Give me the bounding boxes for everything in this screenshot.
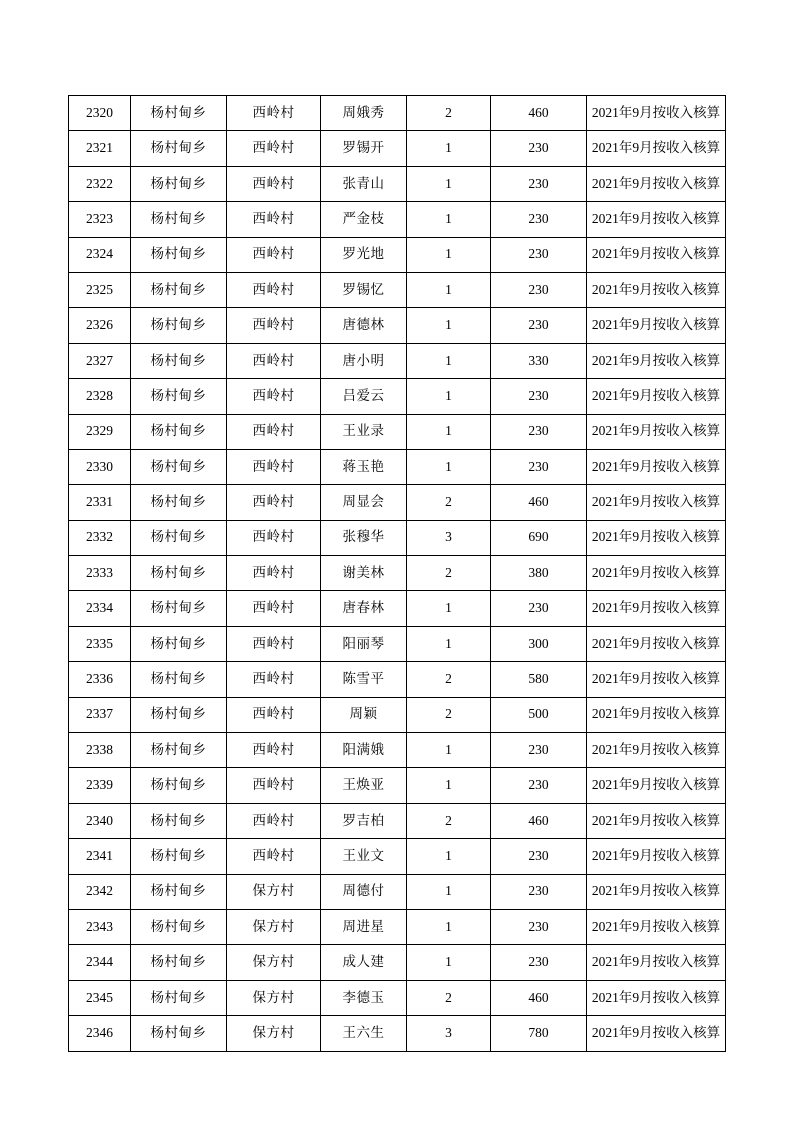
cell-count: 1 (407, 733, 491, 768)
cell-amount: 230 (491, 272, 587, 307)
cell-count: 1 (407, 874, 491, 909)
cell-note: 2021年9月按收入核算 (587, 662, 726, 697)
table-row (69, 485, 726, 520)
table-row (69, 449, 726, 484)
cell-village: 西岭村 (227, 768, 321, 803)
table-row (69, 626, 726, 661)
cell-note: 2021年9月按收入核算 (587, 945, 726, 980)
cell-town: 杨村甸乡 (131, 166, 227, 201)
cell-town: 杨村甸乡 (131, 980, 227, 1015)
cell-town: 杨村甸乡 (131, 343, 227, 378)
cell-amount: 230 (491, 945, 587, 980)
cell-amount: 780 (491, 1016, 587, 1051)
cell-amount: 230 (491, 379, 587, 414)
cell-town: 杨村甸乡 (131, 308, 227, 343)
cell-amount: 300 (491, 626, 587, 661)
cell-serial: 2346 (69, 1016, 131, 1051)
cell-amount: 380 (491, 556, 587, 591)
cell-serial: 2338 (69, 733, 131, 768)
cell-serial: 2342 (69, 874, 131, 909)
cell-count: 2 (407, 697, 491, 732)
cell-amount: 460 (491, 803, 587, 838)
cell-amount: 580 (491, 662, 587, 697)
cell-village: 西岭村 (227, 662, 321, 697)
cell-amount: 230 (491, 237, 587, 272)
cell-town: 杨村甸乡 (131, 379, 227, 414)
cell-amount: 230 (491, 733, 587, 768)
table-row (69, 662, 726, 697)
cell-serial: 2320 (69, 96, 131, 131)
cell-town: 杨村甸乡 (131, 131, 227, 166)
cell-town: 杨村甸乡 (131, 414, 227, 449)
cell-town: 杨村甸乡 (131, 839, 227, 874)
table-row (69, 803, 726, 838)
cell-note: 2021年9月按收入核算 (587, 379, 726, 414)
table-row (69, 945, 726, 980)
cell-serial: 2344 (69, 945, 131, 980)
cell-count: 2 (407, 96, 491, 131)
cell-amount: 230 (491, 166, 587, 201)
cell-note: 2021年9月按收入核算 (587, 980, 726, 1015)
cell-amount: 230 (491, 449, 587, 484)
cell-village: 保方村 (227, 980, 321, 1015)
cell-amount: 230 (491, 909, 587, 944)
cell-note: 2021年9月按收入核算 (587, 237, 726, 272)
cell-village: 西岭村 (227, 803, 321, 838)
cell-amount: 690 (491, 520, 587, 555)
cell-count: 1 (407, 237, 491, 272)
cell-count: 1 (407, 909, 491, 944)
cell-village: 西岭村 (227, 166, 321, 201)
cell-serial: 2334 (69, 591, 131, 626)
cell-village: 西岭村 (227, 697, 321, 732)
cell-count: 2 (407, 980, 491, 1015)
table-row (69, 697, 726, 732)
cell-note: 2021年9月按收入核算 (587, 272, 726, 307)
cell-town: 杨村甸乡 (131, 556, 227, 591)
cell-village: 保方村 (227, 1016, 321, 1051)
cell-note: 2021年9月按收入核算 (587, 343, 726, 378)
cell-village: 西岭村 (227, 449, 321, 484)
cell-name: 谢美林 (321, 556, 407, 591)
cell-town: 杨村甸乡 (131, 874, 227, 909)
cell-serial: 2333 (69, 556, 131, 591)
cell-amount: 460 (491, 96, 587, 131)
cell-serial: 2324 (69, 237, 131, 272)
cell-village: 西岭村 (227, 485, 321, 520)
cell-count: 1 (407, 272, 491, 307)
cell-name: 唐春林 (321, 591, 407, 626)
cell-amount: 230 (491, 839, 587, 874)
cell-note: 2021年9月按收入核算 (587, 96, 726, 131)
cell-count: 2 (407, 485, 491, 520)
table-row (69, 131, 726, 166)
cell-amount: 230 (491, 874, 587, 909)
cell-amount: 460 (491, 980, 587, 1015)
cell-amount: 230 (491, 591, 587, 626)
cell-village: 西岭村 (227, 202, 321, 237)
cell-name: 成人建 (321, 945, 407, 980)
cell-name: 唐德林 (321, 308, 407, 343)
table-row (69, 520, 726, 555)
cell-town: 杨村甸乡 (131, 272, 227, 307)
cell-town: 杨村甸乡 (131, 449, 227, 484)
cell-note: 2021年9月按收入核算 (587, 485, 726, 520)
cell-count: 2 (407, 662, 491, 697)
cell-name: 周进星 (321, 909, 407, 944)
cell-serial: 2337 (69, 697, 131, 732)
cell-town: 杨村甸乡 (131, 96, 227, 131)
cell-name: 严金枝 (321, 202, 407, 237)
table-row (69, 591, 726, 626)
cell-village: 西岭村 (227, 131, 321, 166)
cell-name: 吕爱云 (321, 379, 407, 414)
cell-serial: 2323 (69, 202, 131, 237)
cell-town: 杨村甸乡 (131, 662, 227, 697)
cell-name: 张穆华 (321, 520, 407, 555)
cell-amount: 330 (491, 343, 587, 378)
table-row (69, 96, 726, 131)
table-row (69, 272, 726, 307)
cell-town: 杨村甸乡 (131, 237, 227, 272)
cell-village: 西岭村 (227, 839, 321, 874)
cell-serial: 2339 (69, 768, 131, 803)
cell-note: 2021年9月按收入核算 (587, 308, 726, 343)
table-body (69, 96, 726, 1052)
cell-note: 2021年9月按收入核算 (587, 556, 726, 591)
table-row (69, 909, 726, 944)
cell-town: 杨村甸乡 (131, 803, 227, 838)
cell-town: 杨村甸乡 (131, 733, 227, 768)
table-row (69, 237, 726, 272)
cell-name: 李德玉 (321, 980, 407, 1015)
cell-serial: 2330 (69, 449, 131, 484)
cell-town: 杨村甸乡 (131, 591, 227, 626)
cell-serial: 2343 (69, 909, 131, 944)
cell-note: 2021年9月按收入核算 (587, 414, 726, 449)
cell-village: 西岭村 (227, 520, 321, 555)
cell-village: 西岭村 (227, 237, 321, 272)
cell-note: 2021年9月按收入核算 (587, 733, 726, 768)
cell-name: 张青山 (321, 166, 407, 201)
cell-note: 2021年9月按收入核算 (587, 520, 726, 555)
cell-name: 周显会 (321, 485, 407, 520)
cell-count: 3 (407, 1016, 491, 1051)
cell-note: 2021年9月按收入核算 (587, 803, 726, 838)
cell-serial: 2329 (69, 414, 131, 449)
cell-note: 2021年9月按收入核算 (587, 874, 726, 909)
cell-amount: 460 (491, 485, 587, 520)
table-row (69, 166, 726, 201)
cell-count: 1 (407, 166, 491, 201)
cell-serial: 2322 (69, 166, 131, 201)
cell-town: 杨村甸乡 (131, 768, 227, 803)
cell-count: 3 (407, 520, 491, 555)
cell-village: 西岭村 (227, 379, 321, 414)
cell-name: 罗锡开 (321, 131, 407, 166)
cell-count: 1 (407, 202, 491, 237)
cell-note: 2021年9月按收入核算 (587, 909, 726, 944)
cell-town: 杨村甸乡 (131, 520, 227, 555)
cell-count: 1 (407, 626, 491, 661)
cell-village: 西岭村 (227, 272, 321, 307)
cell-village: 保方村 (227, 874, 321, 909)
cell-amount: 230 (491, 131, 587, 166)
cell-count: 1 (407, 308, 491, 343)
cell-village: 西岭村 (227, 591, 321, 626)
subsidy-table (68, 95, 726, 1052)
cell-town: 杨村甸乡 (131, 202, 227, 237)
cell-note: 2021年9月按收入核算 (587, 202, 726, 237)
cell-note: 2021年9月按收入核算 (587, 697, 726, 732)
cell-serial: 2340 (69, 803, 131, 838)
cell-serial: 2331 (69, 485, 131, 520)
table-row (69, 202, 726, 237)
cell-village: 西岭村 (227, 308, 321, 343)
cell-village: 西岭村 (227, 556, 321, 591)
cell-note: 2021年9月按收入核算 (587, 449, 726, 484)
cell-town: 杨村甸乡 (131, 909, 227, 944)
table-row (69, 414, 726, 449)
table-row (69, 379, 726, 414)
cell-serial: 2327 (69, 343, 131, 378)
cell-count: 1 (407, 945, 491, 980)
cell-name: 王业录 (321, 414, 407, 449)
cell-count: 2 (407, 556, 491, 591)
cell-serial: 2321 (69, 131, 131, 166)
cell-note: 2021年9月按收入核算 (587, 768, 726, 803)
cell-village: 保方村 (227, 945, 321, 980)
cell-serial: 2328 (69, 379, 131, 414)
cell-name: 罗吉柏 (321, 803, 407, 838)
cell-count: 1 (407, 379, 491, 414)
cell-count: 1 (407, 343, 491, 378)
cell-name: 罗锡忆 (321, 272, 407, 307)
cell-count: 1 (407, 414, 491, 449)
cell-name: 周娥秀 (321, 96, 407, 131)
cell-name: 王六生 (321, 1016, 407, 1051)
cell-town: 杨村甸乡 (131, 697, 227, 732)
cell-town: 杨村甸乡 (131, 1016, 227, 1051)
table-row (69, 343, 726, 378)
cell-village: 西岭村 (227, 626, 321, 661)
cell-village: 西岭村 (227, 733, 321, 768)
cell-name: 王业文 (321, 839, 407, 874)
table-row (69, 733, 726, 768)
table-row (69, 768, 726, 803)
cell-village: 西岭村 (227, 343, 321, 378)
cell-amount: 500 (491, 697, 587, 732)
cell-name: 唐小明 (321, 343, 407, 378)
table-row (69, 1016, 726, 1051)
cell-note: 2021年9月按收入核算 (587, 839, 726, 874)
cell-serial: 2345 (69, 980, 131, 1015)
table-row (69, 556, 726, 591)
cell-name: 周德付 (321, 874, 407, 909)
cell-name: 陈雪平 (321, 662, 407, 697)
cell-village: 保方村 (227, 909, 321, 944)
table-container (68, 95, 725, 1052)
table-row (69, 980, 726, 1015)
cell-count: 2 (407, 803, 491, 838)
cell-serial: 2325 (69, 272, 131, 307)
cell-town: 杨村甸乡 (131, 626, 227, 661)
cell-village: 西岭村 (227, 96, 321, 131)
cell-amount: 230 (491, 414, 587, 449)
cell-count: 1 (407, 449, 491, 484)
cell-town: 杨村甸乡 (131, 945, 227, 980)
cell-note: 2021年9月按收入核算 (587, 591, 726, 626)
table-row (69, 874, 726, 909)
cell-note: 2021年9月按收入核算 (587, 626, 726, 661)
cell-note: 2021年9月按收入核算 (587, 131, 726, 166)
cell-amount: 230 (491, 768, 587, 803)
cell-note: 2021年9月按收入核算 (587, 166, 726, 201)
cell-serial: 2341 (69, 839, 131, 874)
cell-note: 2021年9月按收入核算 (587, 1016, 726, 1051)
cell-name: 周颖 (321, 697, 407, 732)
cell-serial: 2336 (69, 662, 131, 697)
cell-count: 1 (407, 839, 491, 874)
cell-name: 蒋玉艳 (321, 449, 407, 484)
cell-serial: 2335 (69, 626, 131, 661)
cell-village: 西岭村 (227, 414, 321, 449)
table-row (69, 308, 726, 343)
cell-serial: 2332 (69, 520, 131, 555)
cell-amount: 230 (491, 308, 587, 343)
cell-count: 1 (407, 768, 491, 803)
table-row (69, 839, 726, 874)
cell-name: 罗光地 (321, 237, 407, 272)
cell-count: 1 (407, 131, 491, 166)
cell-serial: 2326 (69, 308, 131, 343)
cell-name: 阳丽琴 (321, 626, 407, 661)
cell-amount: 230 (491, 202, 587, 237)
cell-name: 阳满娥 (321, 733, 407, 768)
cell-town: 杨村甸乡 (131, 485, 227, 520)
cell-name: 王焕亚 (321, 768, 407, 803)
cell-count: 1 (407, 591, 491, 626)
